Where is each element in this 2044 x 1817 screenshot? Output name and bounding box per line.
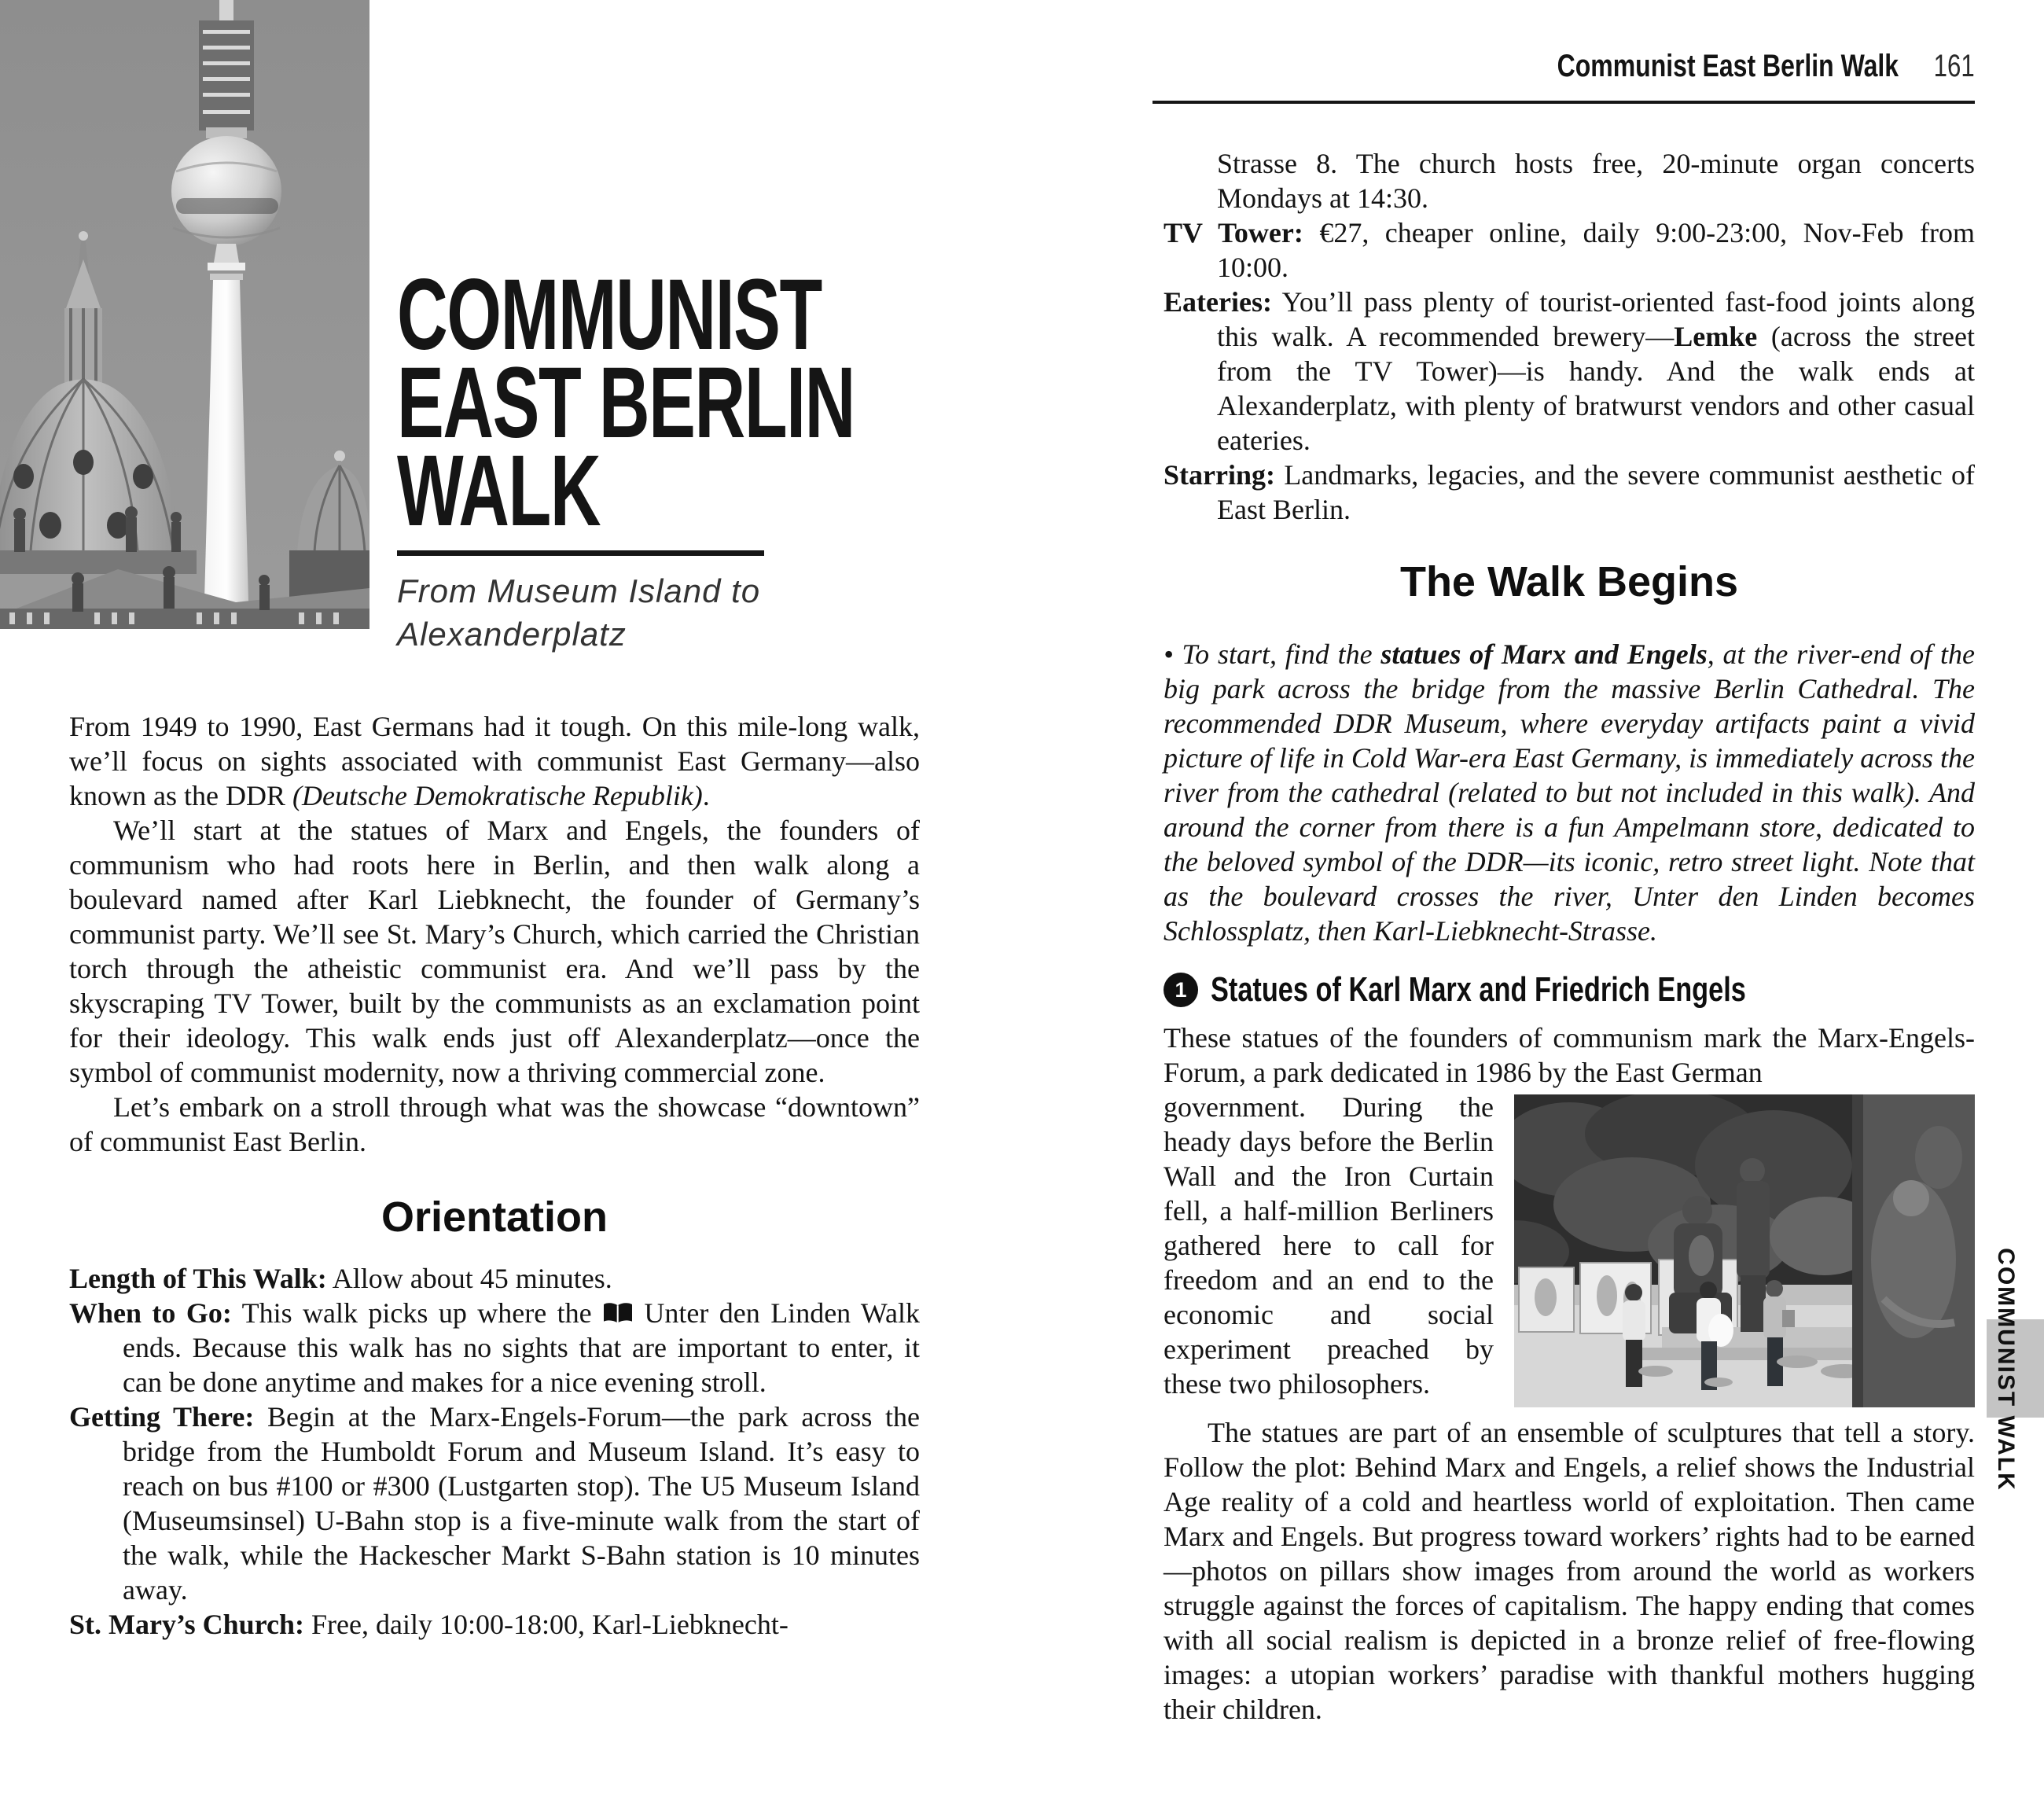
- orientation-item-length-text: Allow about 45 minutes.: [332, 1263, 612, 1294]
- info-item-eateries: [1164, 285, 1975, 458]
- chapter-title-line-2: EAST BERLIN: [397, 347, 855, 459]
- left-photo-illustration: [0, 0, 369, 629]
- section-number: 1: [1175, 977, 1187, 1002]
- walk-intro-text-1: To start, find the: [1182, 638, 1381, 670]
- book-icon: [602, 1302, 634, 1326]
- info-item-eateries-bold: Lemke: [1674, 321, 1758, 352]
- info-item-eateries-text-2: (across the street from the TV Tower)—is handy. And the walk ends at Alexanderplatz, with plenty of bratwurst vendors and other casual eateries.: [1217, 321, 1975, 456]
- orientation-item-st-marys: [69, 1607, 920, 1642]
- section-heading-statues: [1164, 970, 1975, 1010]
- orientation-item-when-label: When to Go:: [69, 1297, 232, 1329]
- orientation-item-getting-label: Getting There:: [69, 1401, 255, 1433]
- orientation-item-st-marys-text: Free, daily 10:00-18:00, Karl-Liebknecht-: [311, 1609, 789, 1640]
- intro-p1-italic: (Deutsche Demokratische Republik): [292, 780, 703, 811]
- walk-intro-bold: statues of Marx and Engels: [1380, 638, 1708, 670]
- section-number-badge: [1164, 973, 1198, 1007]
- orientation-item-getting-there: [69, 1400, 920, 1607]
- section-paragraph-1: These statues of the founders of communism mark the Marx-Engels-Forum, a park dedicated in 1986 by the East German: [1164, 1022, 1975, 1088]
- intro-paragraph-1: [69, 709, 920, 813]
- photo-wrap-zone: [1164, 1090, 1975, 1415]
- orientation-item-when-text-2: Unter den Linden Walk ends. Because this walk has no sights that are important to enter, it can be done anytime and makes for a nice evening stroll.: [123, 1297, 921, 1398]
- berlin-cathedral-tv-tower-photo: [0, 0, 369, 629]
- marx-engels-statues-photo: [1514, 1094, 1975, 1407]
- right-page-body: [1164, 146, 1975, 1727]
- walk-intro-bullet: •: [1164, 638, 1174, 670]
- info-item-eateries-label: Eateries:: [1164, 286, 1272, 318]
- walk-intro-text-2: , at the river-end of the big park across the bridge from the massive Berlin Cathedral. The recommended DDR Museum, where everyday artifacts paint a vivid picture of life in Cold War-era East Germany, is immediately across the river from the cathedral (related to but not included in this walk). And around the corner from there is a fun Ampelmann store, dedicated to the beloved symbol of the DDR—its iconic, retro street light. Note that as the boulevard crosses the river, Unter den Linden becomes Schlossplatz, then Karl-Liebknecht-Strasse.: [1164, 638, 1975, 947]
- sidebar-tab-label: COMMUNIST WALK: [1993, 1248, 2019, 1491]
- walk-begins-heading: The Walk Begins: [1399, 558, 1739, 605]
- section-heading-text: Statues of Karl Marx and Friedrich Engels: [1211, 970, 1746, 1009]
- info-item-eateries-text-1: You’ll pass plenty of tourist-oriented fast-food joints along this walk. A recommended brewery—: [1217, 286, 1975, 352]
- intro-p1-end: .: [702, 780, 710, 811]
- section-paragraph-3: The statues are part of an ensemble of sculptures that tell a story. Follow the plot: Behind Marx and Engels, a relief shows the Industrial Age reality of a cold and heartless world of exploitation. Then came Marx and Engels. But progress toward workers’ rights had to be earned—photos on pillars show images from around the world as workers struggle against the forces of capitalism. The happy ending that comes with all social realism is depicted in a bronze relief of free-flowing images: a utopian workers’ paradise with thankful mothers hugging their children.: [1164, 1417, 1975, 1725]
- right-page: [1164, 0, 1975, 1817]
- header-rule: [1153, 101, 1975, 104]
- chapter-title-line-3: WALK: [397, 435, 601, 547]
- running-header-title: Communist East Berlin Walk: [1557, 49, 1899, 83]
- intro-paragraph-2: We’ll start at the statues of Marx and Engels, the founders of communism who had roots here in Berlin, and then walk along a boulevard named after Karl Liebknecht, the founder of Germany’s communist party. We’ll see St. Mary’s Church, which carried the Christian torch through the atheistic communist era. And we’ll pass by the skyscraping TV Tower, built by the communists as an exclamation point for their ideology. This walk ends just off Alexanderplatz—once the symbol of communist modernity, now a thriving commercial zone.: [69, 815, 920, 1088]
- info-item-st-marys-continuation: Strasse 8. The church hosts free, 20-minute organ concerts Mondays at 14:30.: [1217, 148, 1975, 214]
- walk-intro-paragraph: [1164, 637, 1975, 948]
- page-number: 161: [1933, 49, 1975, 83]
- info-item-starring-text: Landmarks, legacies, and the severe communist aesthetic of East Berlin.: [1217, 459, 1975, 525]
- info-item-tv-tower-text: €27, cheaper online, daily 9:00-23:00, Nov-Feb from 10:00.: [1217, 217, 1976, 283]
- right-photo-illustration: [1514, 1094, 1975, 1407]
- info-item-starring: [1164, 458, 1975, 527]
- orientation-heading: Orientation: [380, 1194, 608, 1241]
- orientation-item-length: [69, 1261, 920, 1296]
- section-paragraph-2-beside-photo: government. During the heady days before the Berlin Wall and the Iron Curtain fell, a half-million Berliners gathered here to call for freedom and an end to the economic and social experiment preached by these two philosophers.: [1164, 1091, 1494, 1400]
- intro-p1-text: From 1949 to 1990, East Germans had it tough. On this mile-long walk, we’ll focus on sights associated with communist East Germany—also known as the DDR: [69, 711, 920, 811]
- chapter-title-line-1: COMMUNIST: [397, 259, 822, 371]
- orientation-item-getting-text: Begin at the Marx-Engels-Forum—the park across the bridge from the Humboldt Forum and Museum Island. It’s easy to reach on bus #100 or #300 (Lustgarten stop). The U5 Museum Island (Museumsinsel) U-Bahn stop is a five-minute walk from the start of the walk, while the Hackescher Markt S-Bahn station is 10 minutes away.: [123, 1401, 921, 1606]
- info-item-starring-label: Starring:: [1164, 459, 1275, 491]
- info-item-tv-tower: [1164, 215, 1975, 285]
- orientation-item-length-label: Length of This Walk:: [69, 1263, 327, 1294]
- orientation-item-when-to-go: [69, 1296, 920, 1400]
- intro-paragraph-3: Let’s embark on a stroll through what was the showcase “downtown” of communist East Berlin.: [69, 1091, 920, 1157]
- chapter-title: [397, 259, 932, 547]
- orientation-item-st-marys-label: St. Mary’s Church:: [69, 1609, 304, 1640]
- left-page-body: [69, 709, 920, 1642]
- title-rule: [397, 550, 764, 556]
- page-header: [1164, 49, 1975, 84]
- info-item-tv-tower-label: TV Tower:: [1164, 217, 1303, 248]
- chapter-subtitle: From Museum Island to Alexanderplatz: [397, 572, 761, 653]
- orientation-item-when-text-1: This walk picks up where the: [241, 1297, 592, 1329]
